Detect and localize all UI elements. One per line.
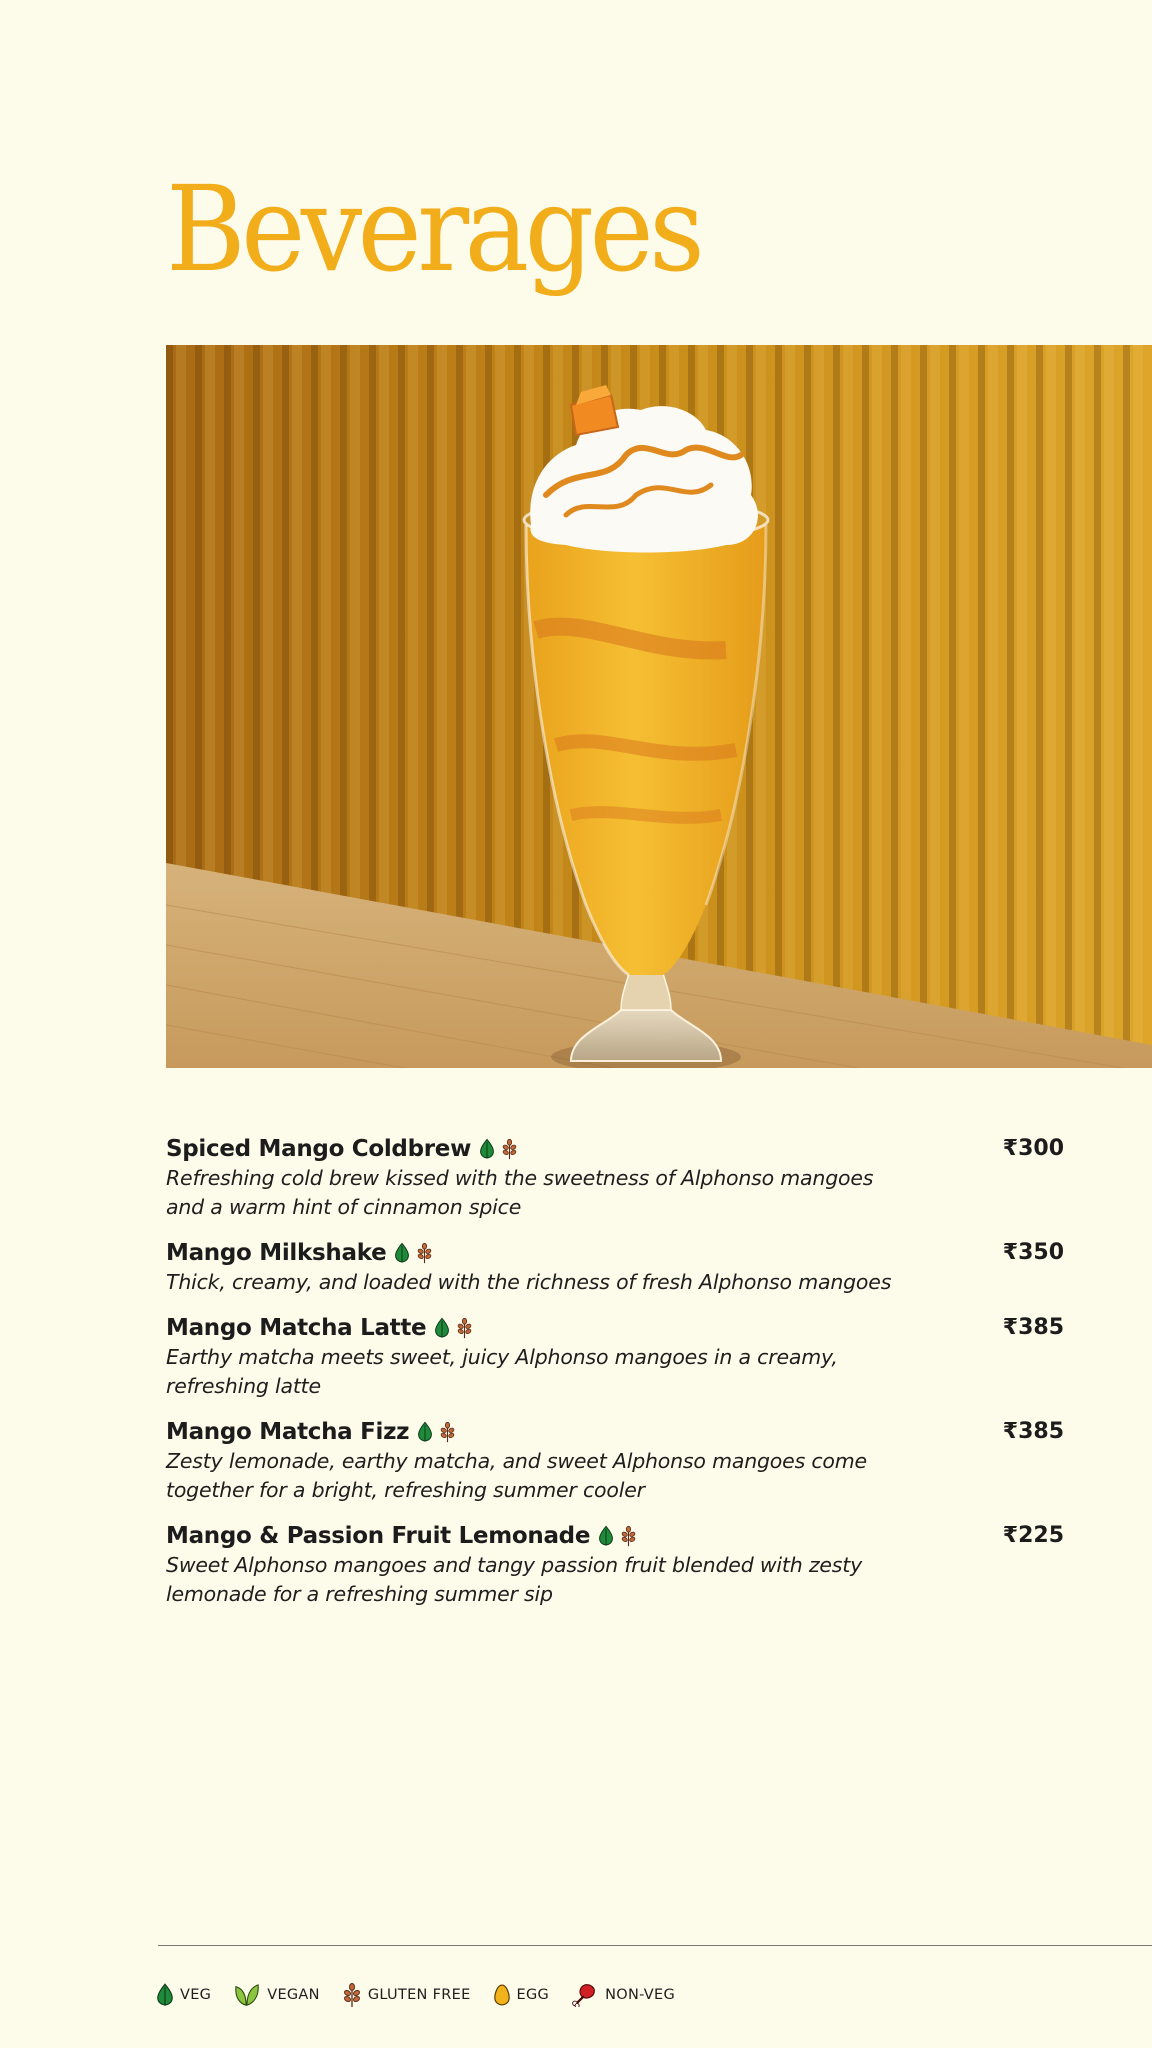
legend-item-vegan (233, 1983, 320, 2007)
legend-label: GLUTEN FREE (367, 1987, 471, 2003)
legend-item-non-veg (571, 1983, 675, 2007)
menu-item-description: Refreshing cold brew kissed with the sweetness of Alphonso mangoes and a warm hint of cinnamon spice (166, 1166, 874, 1219)
menu-item-name: Mango Matcha Latte (166, 1315, 427, 1341)
menu-item (166, 1313, 1064, 1401)
dietary-legend (156, 1982, 697, 2008)
veg-icon (598, 1525, 614, 1547)
menu-item-description: Earthy matcha meets sweet, juicy Alphonso mangoes in a creamy, refreshing latte (166, 1345, 838, 1398)
menu-item (166, 1417, 1064, 1505)
legend-item-veg (156, 1983, 211, 2007)
menu-item (166, 1134, 1064, 1222)
veg-icon (417, 1421, 433, 1443)
legend-item-gluten-free (342, 1982, 471, 2008)
legend-item-egg (493, 1983, 550, 2007)
legend-label: EGG (516, 1987, 550, 2003)
menu-item-name: Mango Milkshake (166, 1240, 387, 1266)
menu-item-price: ₹350 (1002, 1240, 1064, 1265)
gluten-free-icon (456, 1317, 473, 1339)
veg-icon (479, 1138, 495, 1160)
legend-label: NON-VEG (605, 1987, 675, 2003)
page-title: Beverages (166, 160, 701, 298)
menu-item (166, 1521, 1064, 1609)
menu-item-price: ₹225 (1002, 1523, 1064, 1548)
menu-item-name: Mango & Passion Fruit Lemonade (166, 1523, 591, 1549)
veg-icon (156, 1983, 174, 2007)
veg-icon (434, 1317, 450, 1339)
mango-milkshake-photo (166, 345, 1152, 1068)
gluten-free-icon (439, 1421, 456, 1443)
gluten-free-icon (416, 1242, 433, 1264)
legend-label: VEGAN (267, 1987, 320, 2003)
menu-item-description: Zesty lemonade, earthy matcha, and sweet Alphonso mangoes come together for a bright, refreshing summer cooler (166, 1449, 867, 1502)
gluten-free-icon (501, 1138, 518, 1160)
menu-item-name: Spiced Mango Coldbrew (166, 1136, 472, 1162)
veg-icon (394, 1242, 410, 1264)
legend-divider (158, 1945, 1152, 1946)
menu-list (166, 1134, 1064, 1625)
menu-item-price: ₹385 (1002, 1315, 1064, 1340)
egg-icon (493, 1983, 511, 2007)
menu-item-description: Sweet Alphonso mangoes and tangy passion fruit blended with zesty lemonade for a refreshing summer sip (166, 1553, 863, 1606)
vegan-icon (233, 1983, 261, 2007)
menu-item (166, 1238, 1064, 1297)
menu-item-price: ₹300 (1002, 1136, 1064, 1161)
non-veg-icon (571, 1983, 599, 2007)
menu-item-price: ₹385 (1002, 1419, 1064, 1444)
legend-label: VEG (180, 1987, 212, 2003)
menu-item-name: Mango Matcha Fizz (166, 1419, 410, 1445)
gluten-free-icon (342, 1982, 362, 2008)
menu-item-description: Thick, creamy, and loaded with the richness of fresh Alphonso mangoes (166, 1270, 892, 1294)
gluten-free-icon (620, 1525, 637, 1547)
